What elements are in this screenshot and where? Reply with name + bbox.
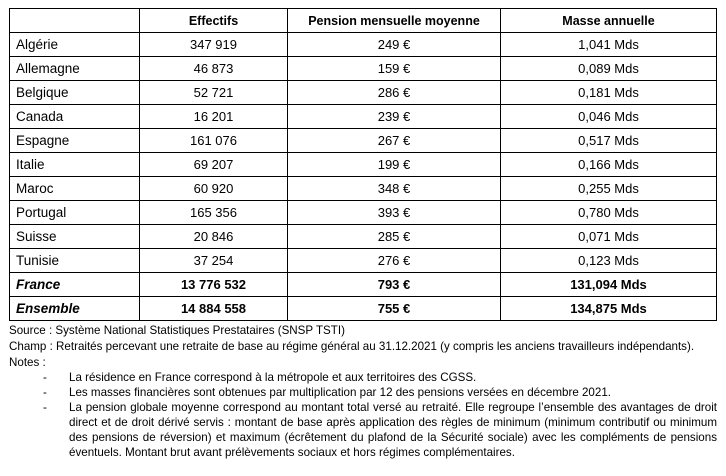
country-cell: Italie [10, 153, 140, 177]
pension-cell: 755 € [288, 297, 501, 321]
note-text: La résidence en France correspond à la métropole et aux territoires des CGSS. [69, 371, 477, 385]
note-item [43, 371, 717, 386]
champ-line: Champ : Retraités percevant une retraite de base au régime général au 31.12.2021 (y compris les anciens travailleurs indépendants). [9, 339, 695, 353]
masse-cell: 134,875 Mds [501, 297, 717, 321]
note-text: Les masses financières sont obtenues par multiplication par 12 des pensions versées en décembre 2021. [69, 386, 612, 400]
table-row [10, 81, 717, 105]
masse-cell: 1,041 Mds [501, 33, 717, 57]
table-row-total-ensemble [10, 297, 717, 321]
effectifs-cell: 14 884 558 [140, 297, 288, 321]
table-row [10, 153, 717, 177]
table-row [10, 33, 717, 57]
table-row-total-france [10, 273, 717, 297]
masse-cell: 0,123 Mds [501, 249, 717, 273]
effectifs-cell: 161 076 [140, 129, 288, 153]
country-cell: Portugal [10, 201, 140, 225]
table-row [10, 225, 717, 249]
country-cell: Ensemble [10, 297, 140, 321]
pension-cell: 159 € [288, 57, 501, 81]
masse-cell: 0,166 Mds [501, 153, 717, 177]
header-masse-annuelle: Masse annuelle [501, 9, 717, 33]
masse-cell: 0,046 Mds [501, 105, 717, 129]
table-row [10, 57, 717, 81]
country-cell: Canada [10, 105, 140, 129]
effectifs-cell: 69 207 [140, 153, 288, 177]
source-line: Source : Système National Statistiques Prestataires (SNSP TSTI) [9, 324, 345, 337]
country-cell: Suisse [10, 225, 140, 249]
bullet-dash: - [43, 386, 47, 400]
masse-cell: 0,255 Mds [501, 177, 717, 201]
masse-cell: 0,089 Mds [501, 57, 717, 81]
bullet-dash: - [43, 401, 47, 415]
country-cell: Espagne [10, 129, 140, 153]
pension-cell: 276 € [288, 249, 501, 273]
table-row [10, 201, 717, 225]
masse-cell: 0,780 Mds [501, 201, 717, 225]
bullet-dash: - [43, 371, 47, 385]
header-country [10, 9, 140, 33]
pension-cell: 793 € [288, 273, 501, 297]
table-footnotes [9, 324, 717, 460]
effectifs-cell: 16 201 [140, 105, 288, 129]
note-item [43, 401, 717, 460]
pension-cell: 393 € [288, 201, 501, 225]
header-effectifs: Effectifs [140, 9, 288, 33]
country-cell: Maroc [10, 177, 140, 201]
table-row [10, 249, 717, 273]
effectifs-cell: 13 776 532 [140, 273, 288, 297]
effectifs-cell: 52 721 [140, 81, 288, 105]
note-item [43, 386, 717, 401]
pension-cell: 285 € [288, 225, 501, 249]
effectifs-cell: 37 254 [140, 249, 288, 273]
pension-cell: 267 € [288, 129, 501, 153]
pension-cell: 286 € [288, 81, 501, 105]
country-cell: Belgique [10, 81, 140, 105]
effectifs-cell: 347 919 [140, 33, 288, 57]
table-row [10, 177, 717, 201]
masse-cell: 131,094 Mds [501, 273, 717, 297]
country-cell: Algérie [10, 33, 140, 57]
masse-cell: 0,517 Mds [501, 129, 717, 153]
pension-table [9, 8, 717, 321]
pension-cell: 239 € [288, 105, 501, 129]
table-row [10, 129, 717, 153]
table-header-row [10, 9, 717, 33]
header-pension-moyenne: Pension mensuelle moyenne [288, 9, 501, 33]
country-cell: France [10, 273, 140, 297]
table-row [10, 105, 717, 129]
effectifs-cell: 20 846 [140, 225, 288, 249]
masse-cell: 0,181 Mds [501, 81, 717, 105]
pension-cell: 348 € [288, 177, 501, 201]
country-cell: Tunisie [10, 249, 140, 273]
masse-cell: 0,071 Mds [501, 225, 717, 249]
effectifs-cell: 60 920 [140, 177, 288, 201]
effectifs-cell: 165 356 [140, 201, 288, 225]
notes-label: Notes : [9, 355, 46, 369]
country-cell: Allemagne [10, 57, 140, 81]
pension-cell: 199 € [288, 153, 501, 177]
pension-cell: 249 € [288, 33, 501, 57]
note-text: La pension globale moyenne correspond au montant total versé au retraité. Elle regroupe l’ensemble des avantages de droit direct et de droit dérivé servis : montant de base après application des règles de minimum (minimum contributif ou minimum des pensions de réversion) et maximum (écrêtement du plafond de la Sécurité sociale) avec les compléments de pensions éventuels. Montant brut avant prélèvements sociaux et hors régimes complémentaires. [69, 401, 717, 459]
effectifs-cell: 46 873 [140, 57, 288, 81]
